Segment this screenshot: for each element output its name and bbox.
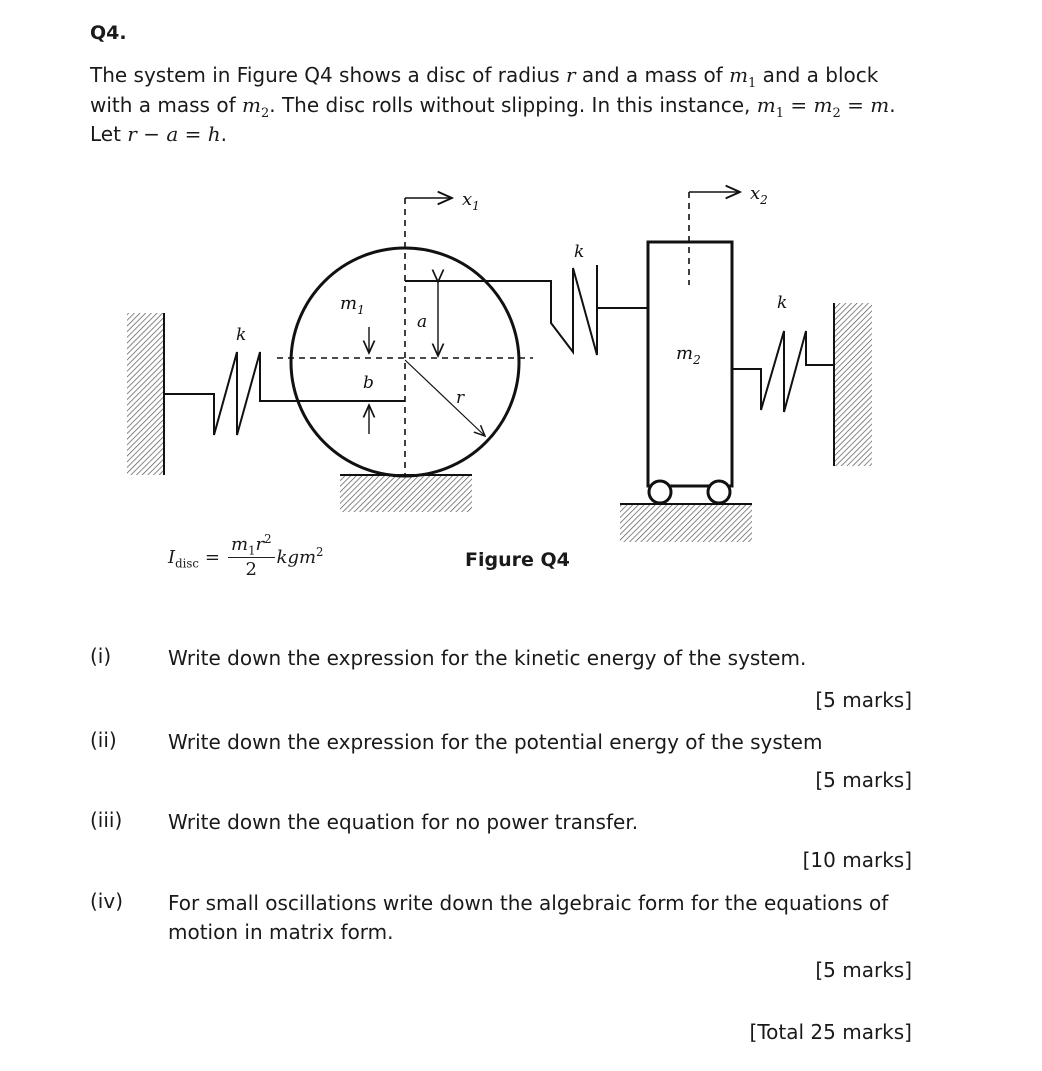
disc-ground: [340, 475, 472, 512]
x1-label: $x_1$: [462, 189, 480, 213]
marks-iii: [10 marks]: [802, 848, 912, 872]
right-spring: [732, 331, 834, 412]
question-label-iii: (iii): [90, 808, 123, 832]
left-spring-label: k: [236, 325, 247, 345]
question-heading: Q4.: [90, 22, 127, 44]
question-label-ii: (ii): [90, 728, 117, 752]
disc-mass-label: $m_1$: [340, 293, 365, 317]
radius-label: r: [456, 388, 465, 408]
block-wheel-left: [649, 481, 671, 503]
question-text-iv: For small oscillations write down the algebraic form for the equations of motion in matrix form.: [168, 891, 889, 944]
marks-ii: [5 marks]: [815, 768, 912, 792]
b-label: b: [363, 373, 374, 393]
radius-arrow: [405, 360, 485, 436]
block-ground: [620, 504, 752, 542]
marks-iv: [5 marks]: [815, 958, 912, 982]
question-text-i: Write down the expression for the kinetic energy of the system.: [168, 646, 807, 670]
question-intro: The system in Figure Q4 shows a disc of radius r and a mass of $m_1$ and a block with a mass of $m_2$. The disc rolls without slipping. In this instance, $m_1 = m_2 = m$. Let r − a = h.: [90, 63, 896, 146]
block-wheel-right: [708, 481, 730, 503]
marks-i: [5 marks]: [815, 688, 912, 712]
question-label-iv: (iv): [90, 889, 123, 913]
disc-inertia-formula: $I_{disc}$ = $\frac{m_1r^2}{2}$ kgm$^2$: [168, 532, 324, 580]
block: [648, 242, 732, 486]
figure-q4-diagram: [0, 175, 1042, 555]
figure-caption: Figure Q4: [465, 549, 570, 571]
question-text-ii: Write down the expression for the potential energy of the system: [168, 730, 823, 754]
question-label-i: (i): [90, 644, 112, 668]
total-marks: [Total 25 marks]: [749, 1020, 912, 1044]
a-label: a: [417, 312, 428, 332]
right-spring-label: k: [777, 293, 788, 313]
middle-spring-label: k: [574, 242, 585, 262]
middle-spring: [405, 265, 648, 355]
x2-label: $x_2$: [750, 183, 768, 207]
block-mass-label: $m_2$: [676, 343, 701, 367]
question-text-iii: Write down the equation for no power transfer.: [168, 810, 639, 834]
right-wall: [834, 303, 872, 466]
left-wall: [127, 313, 164, 475]
